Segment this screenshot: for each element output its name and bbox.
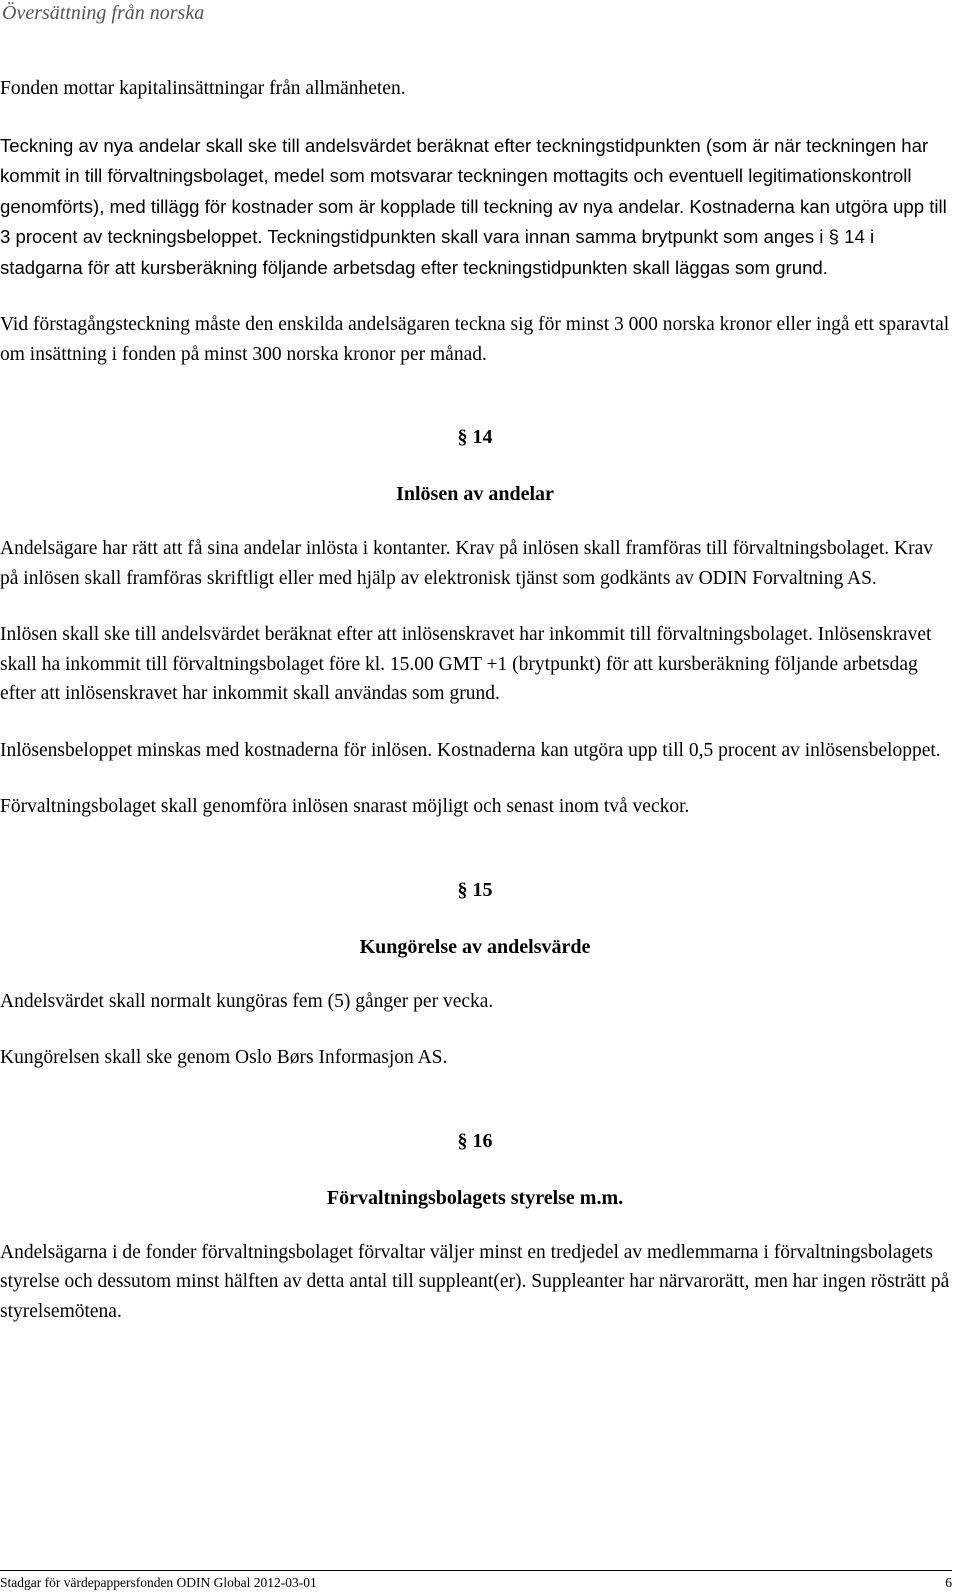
section-14-paragraph-1: Andelsägare har rätt att få sina andelar inlösta i kontanter. Krav på inlösen skall framföras till förvaltningsbolaget. Krav på inlösen skall framföras skriftligt eller med hjälp av elektronisk tjänst som godkänts av ODIN Forvaltning AS. [0,538,933,589]
footer-document-title: Stadgar för värdepappersfonden ODIN Global 2012-03-01 [0,1575,317,1590]
paragraph-subscription-part1: Teckning av nya andelar skall ske till andelsvärdet beräknat efter teckningstidpunkten (som är när teckningen har kommit in till förvaltningsbolaget, medel som motsvarar teckningen mottagits och eventuell legitimationskontroll genomförts), med tillägg för kostnader som är kopplade till teckning av nya andelar. Kostnaderna kan utgöra upp till 3 procent av teckningsbeloppet. [0,134,947,247]
page-header: Översättning från norska [2,2,205,24]
section-15-title: Kungörelse av andelsvärde [359,935,591,958]
section-16-title: Förvaltningsbolagets styrelse m.m. [326,1186,624,1209]
page-footer [0,1570,952,1591]
section-15-paragraph-2: Kungörelsen skall ske genom Oslo Børs Informasjon AS. [0,1047,448,1068]
section-14-title: Inlösen av andelar [396,483,554,505]
section-14-paragraph-3: Inlösensbeloppet minskas med kostnaderna för inlösen. Kostnaderna kan utgöra upp till 0,5 procent av inlösensbeloppet. [0,739,941,761]
section-14-number: § 14 [457,426,493,448]
section-15-paragraph-1: Andelsvärdet skall normalt kungöras fem (5) gånger per vecka. [0,990,494,1012]
section-14-paragraph-4: Förvaltningsbolaget skall genomföra inlösen snarast möjligt och senast inom två veckor. [0,796,690,817]
document-body [0,74,950,1353]
footer-page-number: 6 [945,1575,952,1590]
paragraph-capital: Fonden mottar kapitalinsättningar från allmänheten. [0,78,406,99]
paragraph-subscription [0,131,950,284]
section-15-number: § 15 [457,878,493,901]
paragraph-subscription-part2: Teckningstidpunkten skall vara innan samma brytpunkt som anges i § 14 i stadgarna för att kursberäkning följande arbetsdag efter teckningstidpunkten skall läggas som grund. [0,226,875,278]
paragraph-first-subscription: Vid förstagångsteckning måste den enskilda andelsägaren teckna sig för minst 3 000 norska kronor eller ingå ett sparavtal om insättning i fonden på minst 300 norska kronor per månad. [0,314,950,365]
section-16-number: § 16 [457,1129,493,1152]
section-14-paragraph-2: Inlösen skall ske till andelsvärdet beräknat efter att inlösenskravet har inkommit till förvaltningsbolaget. Inlösenskravet skall ha inkommit till förvaltningsbolaget före kl. 15.00 GMT +1 (brytpunkt) för att kursberäkning följande arbetsdag efter att inlösenskravet har inkommit skall användas som grund. [0,624,932,704]
section-16-paragraph-1: Andelsägarna i de fonder förvaltningsbolaget förvaltar väljer minst en tredjedel av medlemmarna i förvaltningsbolagets styrelse och dessutom minst hälften av detta antal till suppleant(er). Suppleanter har närvarorätt, men har ingen rösträtt på styrelsemötena. [0,1241,950,1322]
